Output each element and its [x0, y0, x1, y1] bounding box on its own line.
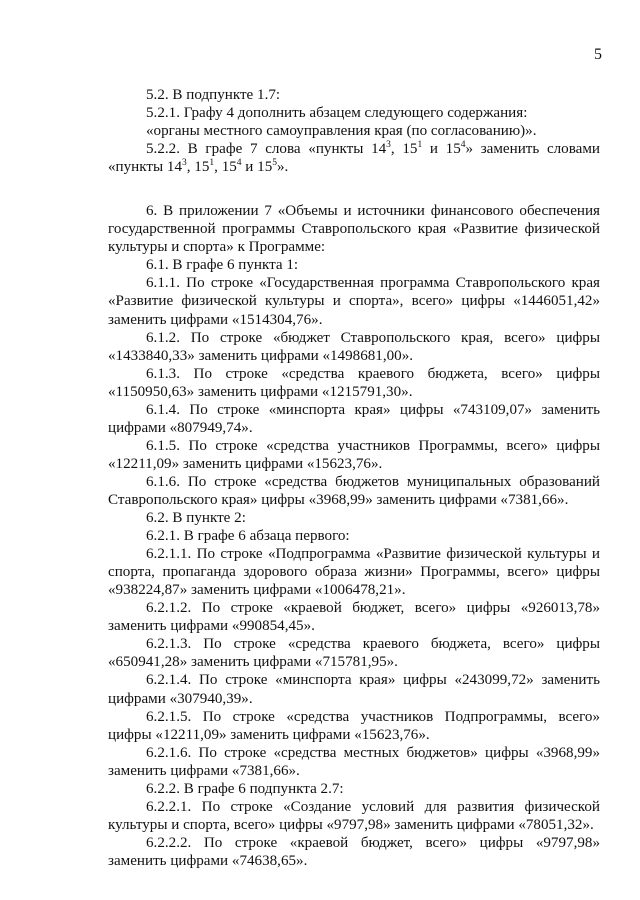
paragraph-6-1-1: 6.1.1. По строке «Государственная программа Ставропольского края «Развитие физической культуры и спорта», всего» цифры «1446051,42» заменить цифрами «1514304,76».	[108, 275, 600, 328]
paragraph-6-1-2: 6.1.2. По строке «бюджет Ставропольского края, всего» цифры «1433840,33» заменить цифрами «1498681,00».	[108, 329, 600, 364]
paragraph-6-2-2-1: 6.2.2.1. По строке «Создание условий для развития физической культуры и спорта, всего» цифры «9797,98» заменить цифрами «78051,32».	[108, 798, 600, 833]
paragraph-5-2-1-quote: «органы местного самоуправления края (по согласованию)».	[146, 123, 537, 140]
paragraph-6-2-1: 6.2.1. В графе 6 абзаца первого:	[146, 528, 350, 545]
paragraph-6-1-3: 6.1.3. По строке «средства краевого бюджета, всего» цифры «1150950,63» заменить цифрами «1215791,30».	[108, 365, 600, 400]
paragraph-6-2-1-1: 6.2.1.1. По строке «Подпрограмма «Развитие физической культуры и спорта, пропаганда здорового образа жизни» Программы, всего» цифры «938224,87» заменить цифрами «1006478,21».	[108, 546, 600, 599]
paragraph-5-2: 5.2. В подпункте 1.7:	[146, 87, 281, 103]
paragraph-6-1-6: 6.1.6. По строке «средства бюджетов муниципальных образований Ставропольского края» цифры «3968,99» заменить цифрами «7381,66».	[108, 473, 600, 508]
paragraph-6: 6. В приложении 7 «Объемы и источники финансового обеспечения государственной программы Ставропольского края «Развитие физической культуры и спорта» к Программе:	[108, 203, 600, 256]
paragraph-6-2-1-3: 6.2.1.3. По строке «средства краевого бюджета, всего» цифры «650941,28» заменить цифрами «715781,95».	[108, 636, 600, 671]
paragraph-6-1-5: 6.1.5. По строке «средства участников Программы, всего» цифры «12211,09» заменить цифрами «15623,76».	[108, 437, 600, 472]
paragraph-6-2-2-2: 6.2.2.2. По строке «краевой бюджет, всего» цифры «9797,98» заменить цифрами «74638,65».	[108, 834, 600, 869]
paragraph-6-2-1-2: 6.2.1.2. По строке «краевой бюджет, всего» цифры «926013,78» заменить цифрами «990854,45».	[108, 600, 600, 635]
paragraph-6-2-1-6: 6.2.1.6. По строке «средства местных бюджетов» цифры «3968,99» заменить цифрами «7381,66».	[108, 744, 600, 779]
paragraph-6-2-1-5: 6.2.1.5. По строке «средства участников Подпрограммы, всего» цифры «12211,09» заменить цифрами «15623,76».	[108, 708, 600, 743]
paragraph-5-2-1: 5.2.1. Графу 4 дополнить абзацем следующего содержания:	[146, 105, 528, 122]
paragraph-6-2: 6.2. В пункте 2:	[146, 510, 246, 527]
paragraph-6-1-4: 6.1.4. По строке «минспорта края» цифры «743109,07» заменить цифрами «807949,74».	[108, 401, 600, 436]
paragraph-6-2-2: 6.2.2. В графе 6 подпункта 2.7:	[146, 780, 344, 797]
document-body	[108, 86, 600, 870]
paragraph-5-2-2: 5.2.2. В графе 7 слова «пункты $14^3$, $15^1$ и $15^4$» заменить словами «пункты $14^3$, $15^1$, $15^4$ и $15^5$».	[108, 140, 600, 176]
paragraph-6-2-1-4: 6.2.1.4. По строке «минспорта края» цифры «243099,72» заменить цифрами «307940,39».	[108, 672, 600, 707]
paragraph-6-1: 6.1. В графе 6 пункта 1:	[146, 257, 299, 274]
page-number: 5	[594, 46, 602, 63]
section-gap	[108, 176, 600, 202]
